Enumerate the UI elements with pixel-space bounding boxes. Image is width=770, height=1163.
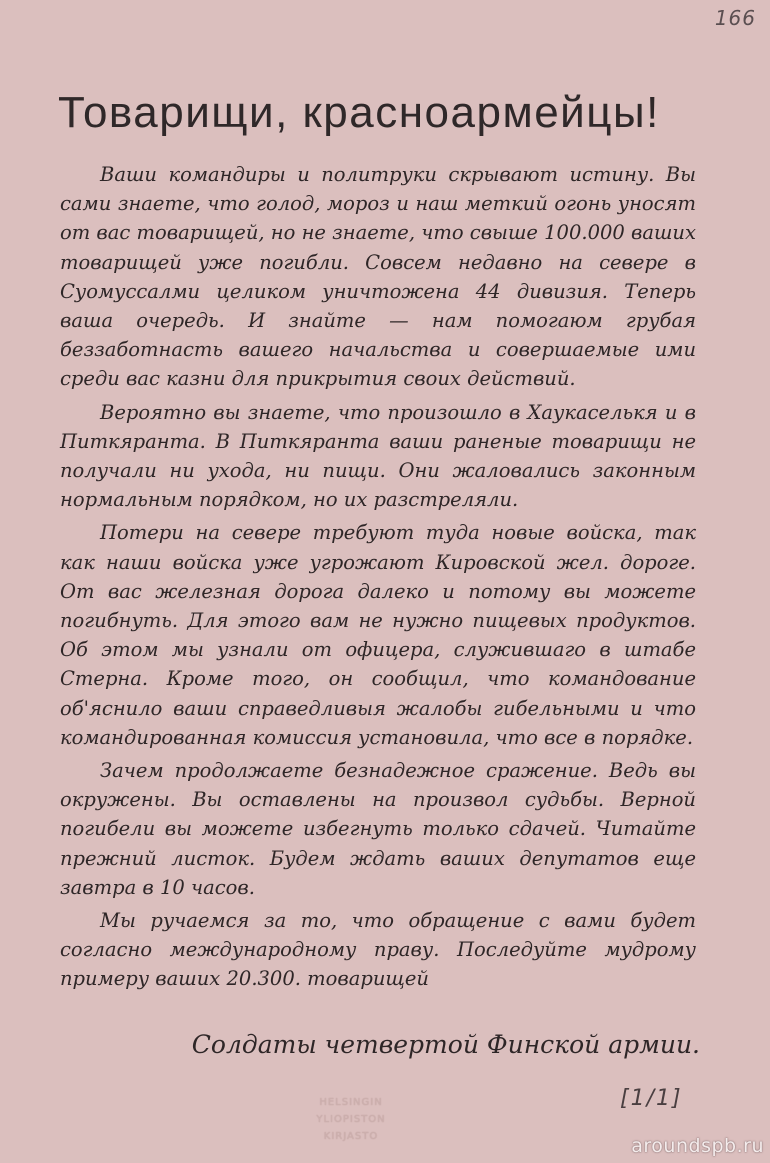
page-number: 166: [714, 6, 756, 30]
paragraph: Ваши командиры и политруки скрывают истину. Вы сами знаете, что голод, мороз и наш меткий огонь уносят от вас товарищей, но не знаете, что свыше 100.000 ваших товарищей уже погибли. Совсем недавно на севере в Суомуссалми целиком уничтожена 44 дивизия. Теперь ваша очередь. И знайте — нам помогаюм грубая беззаботнасть вашего начальства и совершаемые ими среди вас казни для прикрытия своих действий.: [60, 163, 696, 391]
paragraph: Вероятно вы знаете, что произошло в Хаукаселькя и в Питкяранта. В Питкяранта ваши раненые товарищи не получали ни ухода, ни пищи. Они жаловались законным нормальным порядком, но их разстреляли.: [60, 400, 696, 512]
leaflet-body: [60, 160, 696, 998]
shelfmark: [1/1]: [620, 1086, 683, 1111]
watermark: aroundspb.ru: [631, 1135, 764, 1157]
paragraph: Мы ручаемся за то, что обращение с вами будет согласно международному праву. Последуйте мудрому примеру ваших 20.300. товарищей: [60, 909, 696, 991]
paragraph: Зачем продолжаете безнадежное сражение. Ведь вы окружены. Вы оставлены на произвол судьбы. Верной погибели вы можете избегнуть только сдачей. Читайте прежний листок. Будем ждать ваших депутатов еще завтра в 10 часов.: [60, 759, 696, 899]
stamp-line: YLIOPISTON: [316, 1114, 386, 1125]
paragraph: Потери на севере требуют туда новые войска, так как наши войска уже угрожают Кировской жел. дороге. От вас железная дорога далеко и потому вы можете погибнуть. Для этого вам не нужно пищевых продуктов. Об этом мы узнали от офицера, служившаго в штабе Стерна. Кроме того, он сообщил, что командование об'яснило ваши справедливыя жалобы гибельными и что командированная комиссия установила, что все в порядке.: [60, 521, 696, 749]
library-stamp: [286, 1094, 416, 1145]
stamp-line: HELSINGIN: [319, 1097, 383, 1108]
stamp-line: KIRJASTO: [323, 1131, 379, 1142]
leaflet-title: Товарищи, красноармейцы!: [58, 88, 660, 137]
signature: Солдаты четвертой Финской армии.: [191, 1030, 700, 1059]
